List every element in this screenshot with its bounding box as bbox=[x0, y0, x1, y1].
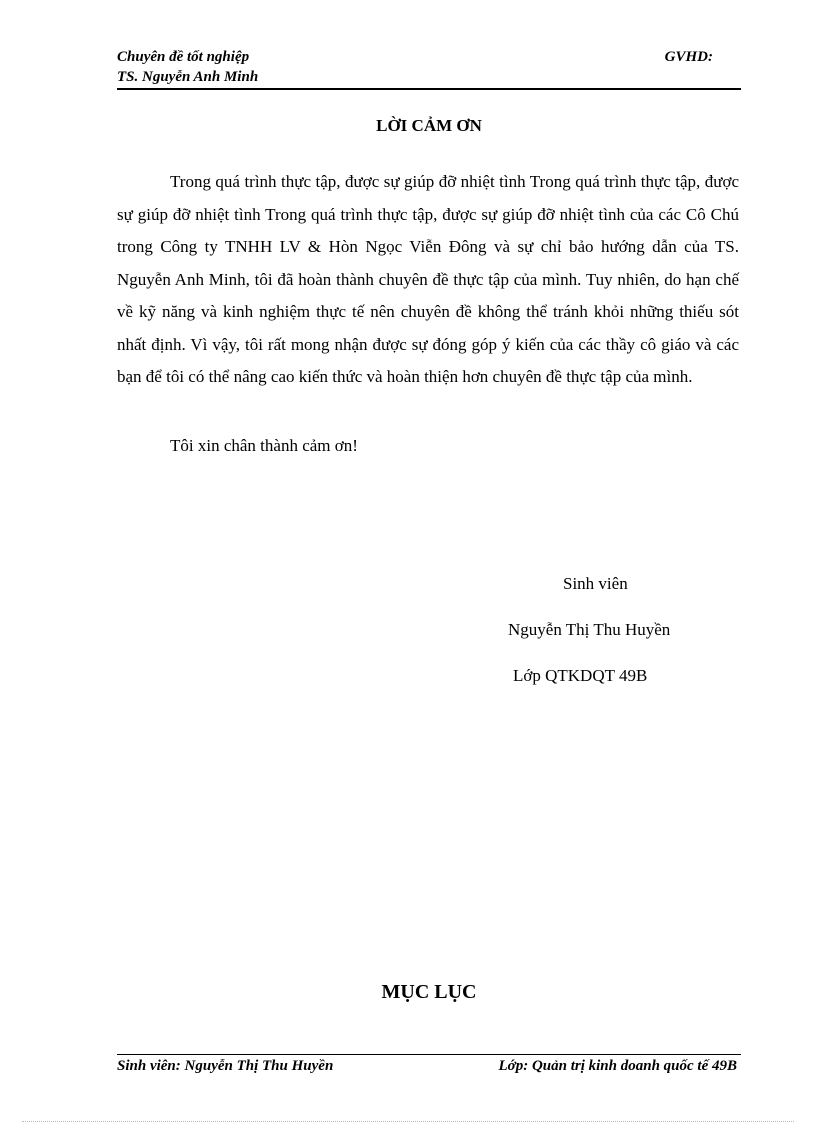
page-bottom-border bbox=[22, 1121, 794, 1122]
page-footer bbox=[117, 1058, 737, 1075]
footer-student: Sinh viên: Nguyễn Thị Thu Huyền bbox=[117, 1058, 334, 1074]
signature-role: Sinh viên bbox=[563, 574, 628, 593]
header-thesis-label: Chuyên đề tốt nghiệp bbox=[117, 49, 250, 65]
footer-class: Lớp: Quản trị kinh doanh quốc tế 49B bbox=[498, 1058, 737, 1074]
header-advisor-name: TS. Nguyễn Anh Minh bbox=[117, 69, 259, 85]
header-advisor-label: GVHD: bbox=[664, 49, 713, 65]
signature-class: Lớp QTKDQT 49B bbox=[513, 666, 648, 685]
footer-divider bbox=[117, 1054, 741, 1055]
page-title: LỜI CẢM ƠN bbox=[376, 116, 482, 135]
toc-heading: MỤC LỤC bbox=[381, 981, 477, 1003]
signature-name: Nguyễn Thị Thu Huyền bbox=[508, 620, 671, 639]
page-header bbox=[117, 47, 741, 87]
thanks-line: Tôi xin chân thành cảm ơn! bbox=[170, 436, 358, 455]
header-divider bbox=[117, 88, 741, 90]
acknowledgement-paragraph: Trong quá trình thực tập, được sự giúp đỡ nhiệt tình Trong quá trình thực tập, được sự giúp đỡ nhiệt tình Trong quá trình thực tập, được sự giúp đỡ nhiệt tình của các Cô Chú trong Công ty TNHH LV & Hòn Ngọc Viễn Đông và sự chỉ bảo hướng dẫn của TS. Nguyễn Anh Minh, tôi đã hoàn thành chuyên đề thực tập của mình. Tuy nhiên, do hạn chế về kỹ năng và kinh nghiệm thực tế nên chuyên đề không thể tránh khỏi những thiếu sót nhất định. Vì vậy, tôi rất mong nhận được sự đóng góp ý kiến của các thầy cô giáo và các bạn để tôi có thể nâng cao kiến thức và hoàn thiện hơn chuyên đề thực tập của mình. bbox=[117, 172, 739, 386]
